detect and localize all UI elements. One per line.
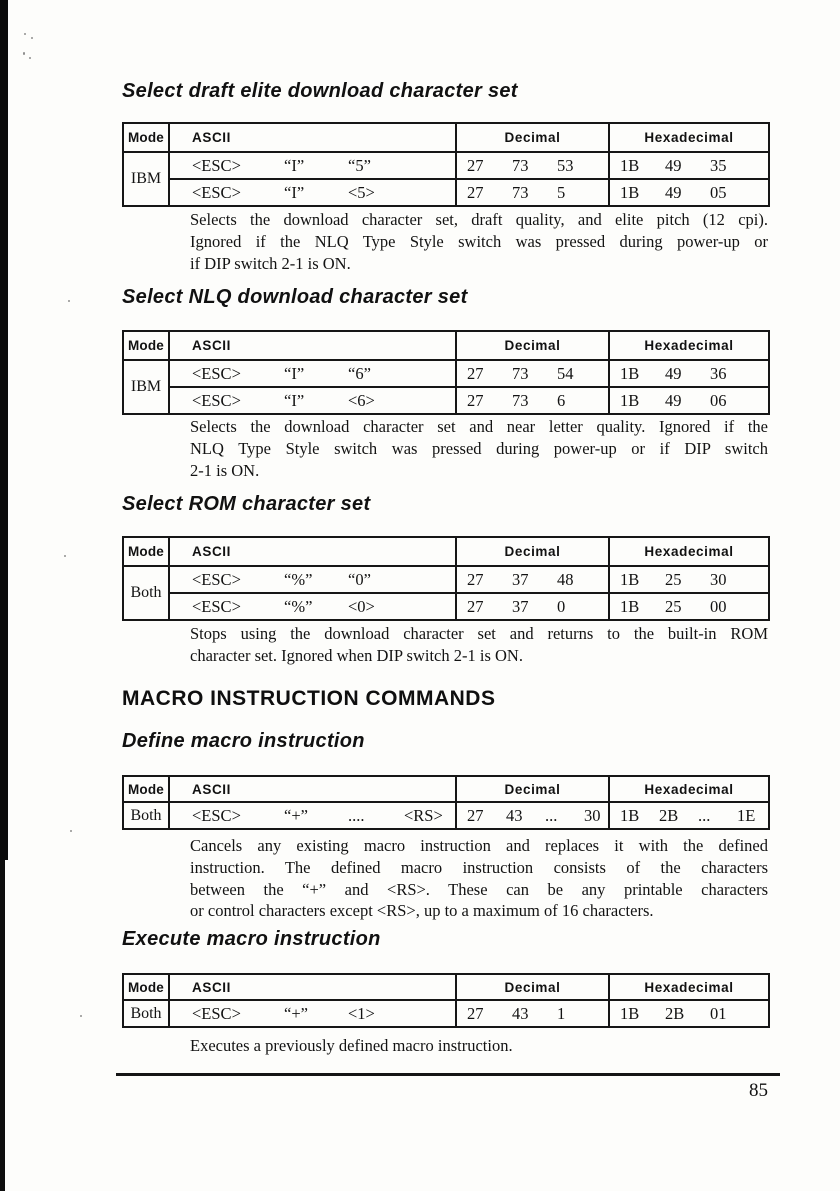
body-line: Stops using the download character set and returns to the built-in ROM — [190, 624, 768, 643]
decimal-value: 27 — [467, 155, 484, 175]
section-body — [190, 209, 768, 274]
command-table-rom — [122, 536, 770, 621]
decimal-cell — [456, 387, 609, 414]
table-row — [123, 179, 769, 206]
body-line: or control characters except <RS>, up to a maximum of 16 characters. — [190, 901, 654, 921]
body-line: NLQ Type Style switch was pressed during power-up or if DIP switch — [190, 438, 768, 458]
hex-value: 1B — [620, 155, 640, 175]
scan-noise — [29, 57, 31, 59]
ascii-cell — [169, 593, 456, 620]
decimal-value: 27 — [467, 1003, 484, 1023]
ascii-token: “I” — [284, 363, 305, 383]
body-line: between the “+” and <RS>. These can be any printable characters — [190, 879, 768, 899]
hex-value: 1B — [620, 363, 640, 383]
ascii-token: <ESC> — [192, 155, 241, 175]
decimal-value: 73 — [512, 182, 529, 202]
hex-value: 2B — [665, 1003, 685, 1023]
ascii-token: <RS> — [404, 805, 443, 825]
col-header-decimal: Decimal — [456, 331, 609, 360]
ascii-token: <ESC> — [192, 182, 241, 202]
decimal-cell — [456, 152, 609, 179]
body-line: if DIP switch 2-1 is ON. — [190, 253, 351, 273]
decimal-value: 43 — [512, 1003, 529, 1023]
hex-cell — [609, 360, 769, 387]
col-header-hexadecimal: Hexadecimal — [609, 331, 769, 360]
section-heading-rom: Select ROM character set — [122, 493, 371, 515]
ascii-token: <5> — [348, 182, 375, 202]
hex-value: 49 — [665, 155, 682, 175]
hex-cell — [609, 387, 769, 414]
decimal-value: 27 — [467, 596, 484, 616]
hex-value: 30 — [710, 569, 727, 589]
command-table-nlq — [122, 330, 770, 415]
ascii-cell — [169, 360, 456, 387]
table-row — [123, 1000, 769, 1027]
hex-value: 49 — [665, 390, 682, 410]
decimal-value: ... — [545, 805, 558, 825]
scan-noise — [23, 52, 25, 55]
decimal-cell — [456, 802, 609, 829]
scan-noise — [68, 300, 70, 302]
decimal-value: 6 — [557, 390, 566, 410]
table-header-row — [123, 974, 769, 1000]
ascii-token: “+” — [284, 1003, 308, 1023]
table-row — [123, 593, 769, 620]
decimal-cell — [456, 360, 609, 387]
body-line: instruction. The defined macro instruction consists of the characters — [190, 857, 768, 877]
hex-value: 1B — [620, 569, 640, 589]
col-header-mode: Mode — [123, 974, 169, 1000]
hex-value: 05 — [710, 182, 727, 202]
ascii-token: “0” — [348, 569, 371, 589]
mode-cell: Both — [123, 566, 169, 620]
decimal-value: 73 — [512, 155, 529, 175]
hex-cell — [609, 593, 769, 620]
hex-cell — [609, 152, 769, 179]
decimal-value: 5 — [557, 182, 566, 202]
hex-value: 49 — [665, 182, 682, 202]
decimal-value: 27 — [467, 182, 484, 202]
ascii-token: “+” — [284, 805, 308, 825]
decimal-value: 54 — [557, 363, 574, 383]
ascii-token: “I” — [284, 182, 305, 202]
hex-cell — [609, 566, 769, 593]
hex-cell — [609, 1000, 769, 1027]
hex-cell — [609, 802, 769, 829]
decimal-value: 27 — [467, 363, 484, 383]
decimal-value: 30 — [584, 805, 601, 825]
col-header-hexadecimal: Hexadecimal — [609, 123, 769, 152]
hex-cell — [609, 179, 769, 206]
col-header-decimal: Decimal — [456, 974, 609, 1000]
scan-noise — [64, 555, 66, 557]
body-line: Selects the download character set and near letter quality. Ignored if the — [190, 417, 768, 436]
ascii-token: “%” — [284, 596, 313, 616]
section-body — [190, 835, 768, 922]
ascii-token: <6> — [348, 390, 375, 410]
table-header-row — [123, 776, 769, 802]
scan-noise — [70, 830, 72, 832]
hex-value: 1B — [620, 596, 640, 616]
table-row — [123, 387, 769, 414]
mode-cell: Both — [123, 1000, 169, 1027]
hex-value: 1B — [620, 390, 640, 410]
mode-cell: Both — [123, 802, 169, 829]
command-table-execute-macro — [122, 973, 770, 1028]
scan-noise — [24, 33, 26, 35]
decimal-value: 27 — [467, 569, 484, 589]
decimal-cell — [456, 566, 609, 593]
decimal-value: 0 — [557, 596, 566, 616]
hex-value: 00 — [710, 596, 727, 616]
section-heading-draft-elite: Select draft elite download character set — [122, 80, 518, 102]
decimal-value: 73 — [512, 390, 529, 410]
hex-value: 1B — [620, 1003, 640, 1023]
decimal-value: 43 — [506, 805, 523, 825]
body-line: 2-1 is ON. — [190, 460, 260, 480]
ascii-token: “6” — [348, 363, 371, 383]
hex-value: 25 — [665, 569, 682, 589]
hex-value: ... — [698, 805, 711, 825]
page-number: 85 — [749, 1080, 768, 1101]
ascii-token: <1> — [348, 1003, 375, 1023]
body-line: character set. Ignored when DIP switch 2-1 is ON. — [190, 645, 523, 665]
col-header-ascii: ASCII — [169, 123, 456, 152]
table-row — [123, 566, 769, 593]
col-header-mode: Mode — [123, 331, 169, 360]
col-header-mode: Mode — [123, 123, 169, 152]
decimal-cell — [456, 1000, 609, 1027]
table-header-row — [123, 123, 769, 152]
ascii-token: <ESC> — [192, 805, 241, 825]
page-content — [122, 0, 768, 1191]
hex-value: 49 — [665, 363, 682, 383]
hex-value: 2B — [659, 805, 679, 825]
ascii-token: “5” — [348, 155, 371, 175]
decimal-value: 27 — [467, 805, 484, 825]
section-heading-nlq: Select NLQ download character set — [122, 286, 468, 308]
section-heading-execute-macro: Execute macro instruction — [122, 928, 381, 950]
decimal-value: 53 — [557, 155, 574, 175]
col-header-ascii: ASCII — [169, 776, 456, 802]
decimal-cell — [456, 593, 609, 620]
body-line: Ignored if the NLQ Type Style switch was pressed during power-up or — [190, 231, 768, 251]
table-row — [123, 152, 769, 179]
ascii-token: “I” — [284, 155, 305, 175]
ascii-cell — [169, 152, 456, 179]
decimal-value: 73 — [512, 363, 529, 383]
table-row — [123, 360, 769, 387]
hex-value: 25 — [665, 596, 682, 616]
section-body — [190, 623, 768, 667]
decimal-value: 37 — [512, 596, 529, 616]
hex-value: 1B — [620, 182, 640, 202]
col-header-ascii: ASCII — [169, 331, 456, 360]
col-header-hexadecimal: Hexadecimal — [609, 776, 769, 802]
section-body — [190, 416, 768, 481]
decimal-value: 48 — [557, 569, 574, 589]
col-header-hexadecimal: Hexadecimal — [609, 974, 769, 1000]
scan-noise — [80, 1015, 82, 1017]
decimal-value: 1 — [557, 1003, 566, 1023]
ascii-token: “%” — [284, 569, 313, 589]
ascii-token: <ESC> — [192, 569, 241, 589]
hex-value: 1B — [620, 805, 640, 825]
col-header-decimal: Decimal — [456, 776, 609, 802]
ascii-token: <ESC> — [192, 363, 241, 383]
scan-binding-edge — [0, 860, 5, 1191]
ascii-token: <ESC> — [192, 390, 241, 410]
scan-noise — [31, 37, 33, 39]
ascii-cell — [169, 1000, 456, 1027]
col-header-ascii: ASCII — [169, 974, 456, 1000]
col-header-hexadecimal: Hexadecimal — [609, 537, 769, 566]
ascii-token: .... — [348, 805, 365, 825]
body-line: Selects the download character set, draft quality, and elite pitch (12 cpi). — [190, 210, 768, 229]
scan-binding-edge — [0, 0, 8, 860]
ascii-token: “I” — [284, 390, 305, 410]
col-header-mode: Mode — [123, 776, 169, 802]
footer-rule — [116, 1073, 780, 1076]
decimal-cell — [456, 179, 609, 206]
col-header-decimal: Decimal — [456, 537, 609, 566]
decimal-value: 37 — [512, 569, 529, 589]
ascii-cell — [169, 387, 456, 414]
hex-value: 1E — [737, 805, 756, 825]
table-header-row — [123, 537, 769, 566]
ascii-token: <0> — [348, 596, 375, 616]
hex-value: 36 — [710, 363, 727, 383]
command-table-define-macro — [122, 775, 770, 830]
section-heading-define-macro: Define macro instruction — [122, 730, 365, 752]
hex-value: 06 — [710, 390, 727, 410]
ascii-token: <ESC> — [192, 596, 241, 616]
col-header-mode: Mode — [123, 537, 169, 566]
ascii-cell — [169, 566, 456, 593]
table-row — [123, 802, 769, 829]
ascii-cell — [169, 179, 456, 206]
decimal-value: 27 — [467, 390, 484, 410]
mode-cell: IBM — [123, 152, 169, 206]
mode-cell: IBM — [123, 360, 169, 414]
command-table-draft-elite — [122, 122, 770, 207]
section-body: Executes a previously defined macro instruction. — [190, 1036, 513, 1055]
body-line: Cancels any existing macro instruction and replaces it with the defined — [190, 836, 768, 855]
chapter-heading-macro: MACRO INSTRUCTION COMMANDS — [122, 687, 496, 710]
ascii-cell — [169, 802, 456, 829]
col-header-ascii: ASCII — [169, 537, 456, 566]
table-header-row — [123, 331, 769, 360]
hex-value: 35 — [710, 155, 727, 175]
ascii-token: <ESC> — [192, 1003, 241, 1023]
col-header-decimal: Decimal — [456, 123, 609, 152]
hex-value: 01 — [710, 1003, 727, 1023]
